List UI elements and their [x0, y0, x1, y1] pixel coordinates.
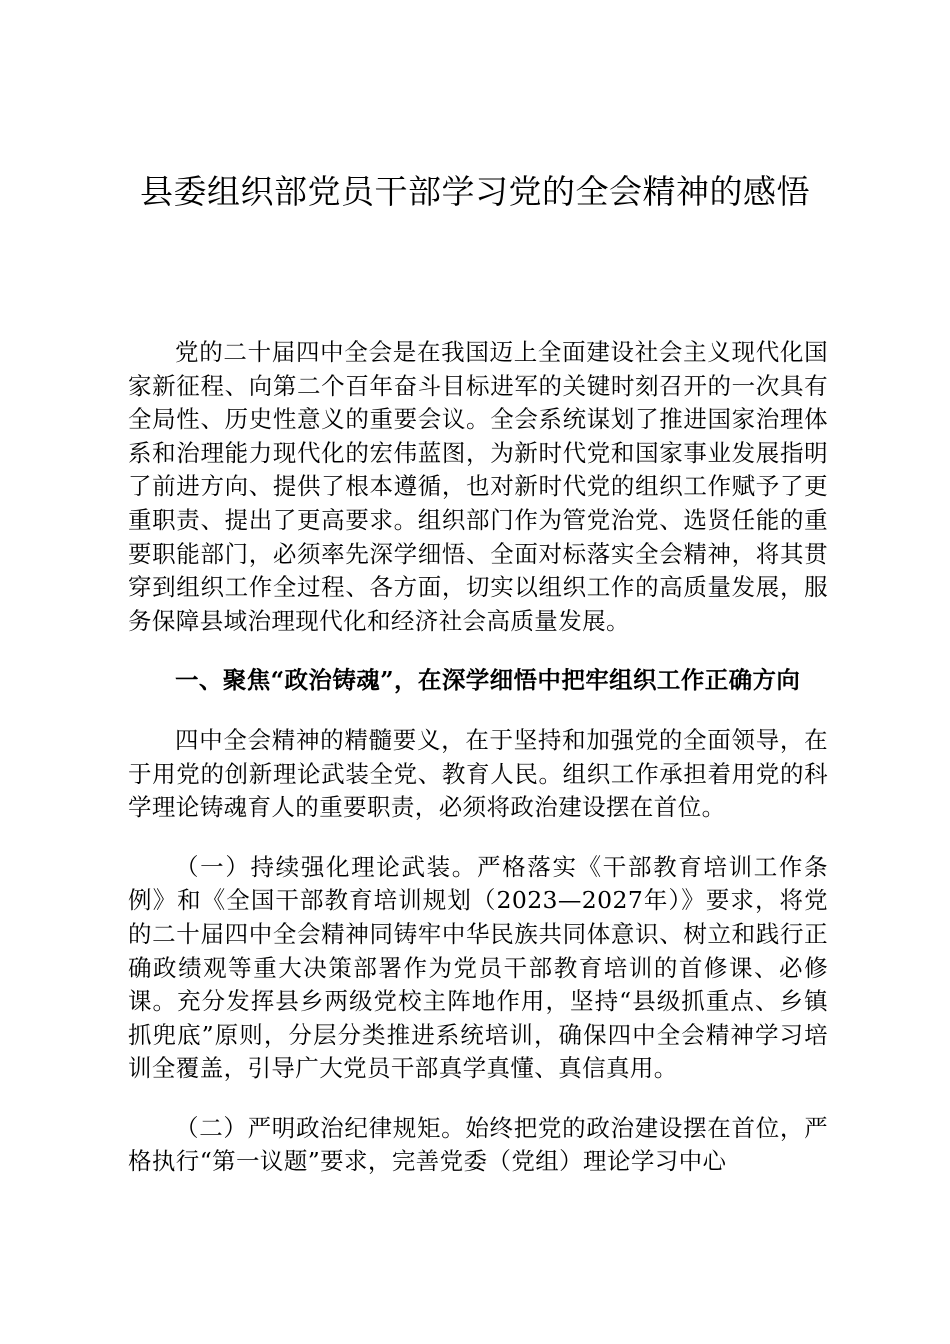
intro-paragraph: 党的二十届四中全会是在我国迈上全面建设社会主义现代化国家新征程、向第二个百年奋斗目标进军的关键时刻召开的一次具有全局性、历史性意义的重要会议。全会系统谋划了推进国家治理体系和治理能力现代化的宏伟蓝图，为新时代党和国家事业发展指明了前进方向、提供了根本遵循，也对新时代党的组织工作赋予了更重职责、提出了更高要求。组织部门作为管党治党、选贤任能的重要职能部门，必须率先深学细悟、全面对标落实全会精神，将其贯穿到组织工作全过程、各方面，切实以组织工作的高质量发展，服务保障县域治理现代化和经济社会高质量发展。: [128, 338, 828, 635]
subsection-1-paragraph: （一）持续强化理论武装。严格落实《干部教育培训工作条例》和《全国干部教育培训规划（2023—2027年）》要求，将党的二十届四中全会精神同铸牢中华民族共同体意识、树立和践行正确政绩观等重大决策部署作为党员干部教育培训的首修课、必修课。充分发挥县乡两级党校主阵地作用，坚持“县级抓重点、乡镇抓兜底”原则，分层分类推进系统培训，确保四中全会精神学习培训全覆盖，引导广大党员干部真学真懂、真信真用。: [128, 852, 828, 1083]
document-body: [128, 336, 828, 1205]
section-heading-1: 一、聚焦“政治铸魂”，在深学细悟中把牢组织工作正确方向: [175, 666, 801, 695]
subsection-2-paragraph: （二）严明政治纪律规矩。始终把党的政治建设摆在首位，严格执行“第一议题”要求，完善党委（党组）理论学习中心: [128, 1113, 828, 1176]
document-title: 县委组织部党员干部学习党的全会精神的感悟: [140, 172, 810, 211]
section-1-paragraph: 四中全会精神的精髓要义，在于坚持和加强党的全面领导，在于用党的创新理论武装全党、教育人民。组织工作承担着用党的科学理论铸魂育人的重要职责，必须将政治建设摆在首位。: [128, 725, 828, 822]
